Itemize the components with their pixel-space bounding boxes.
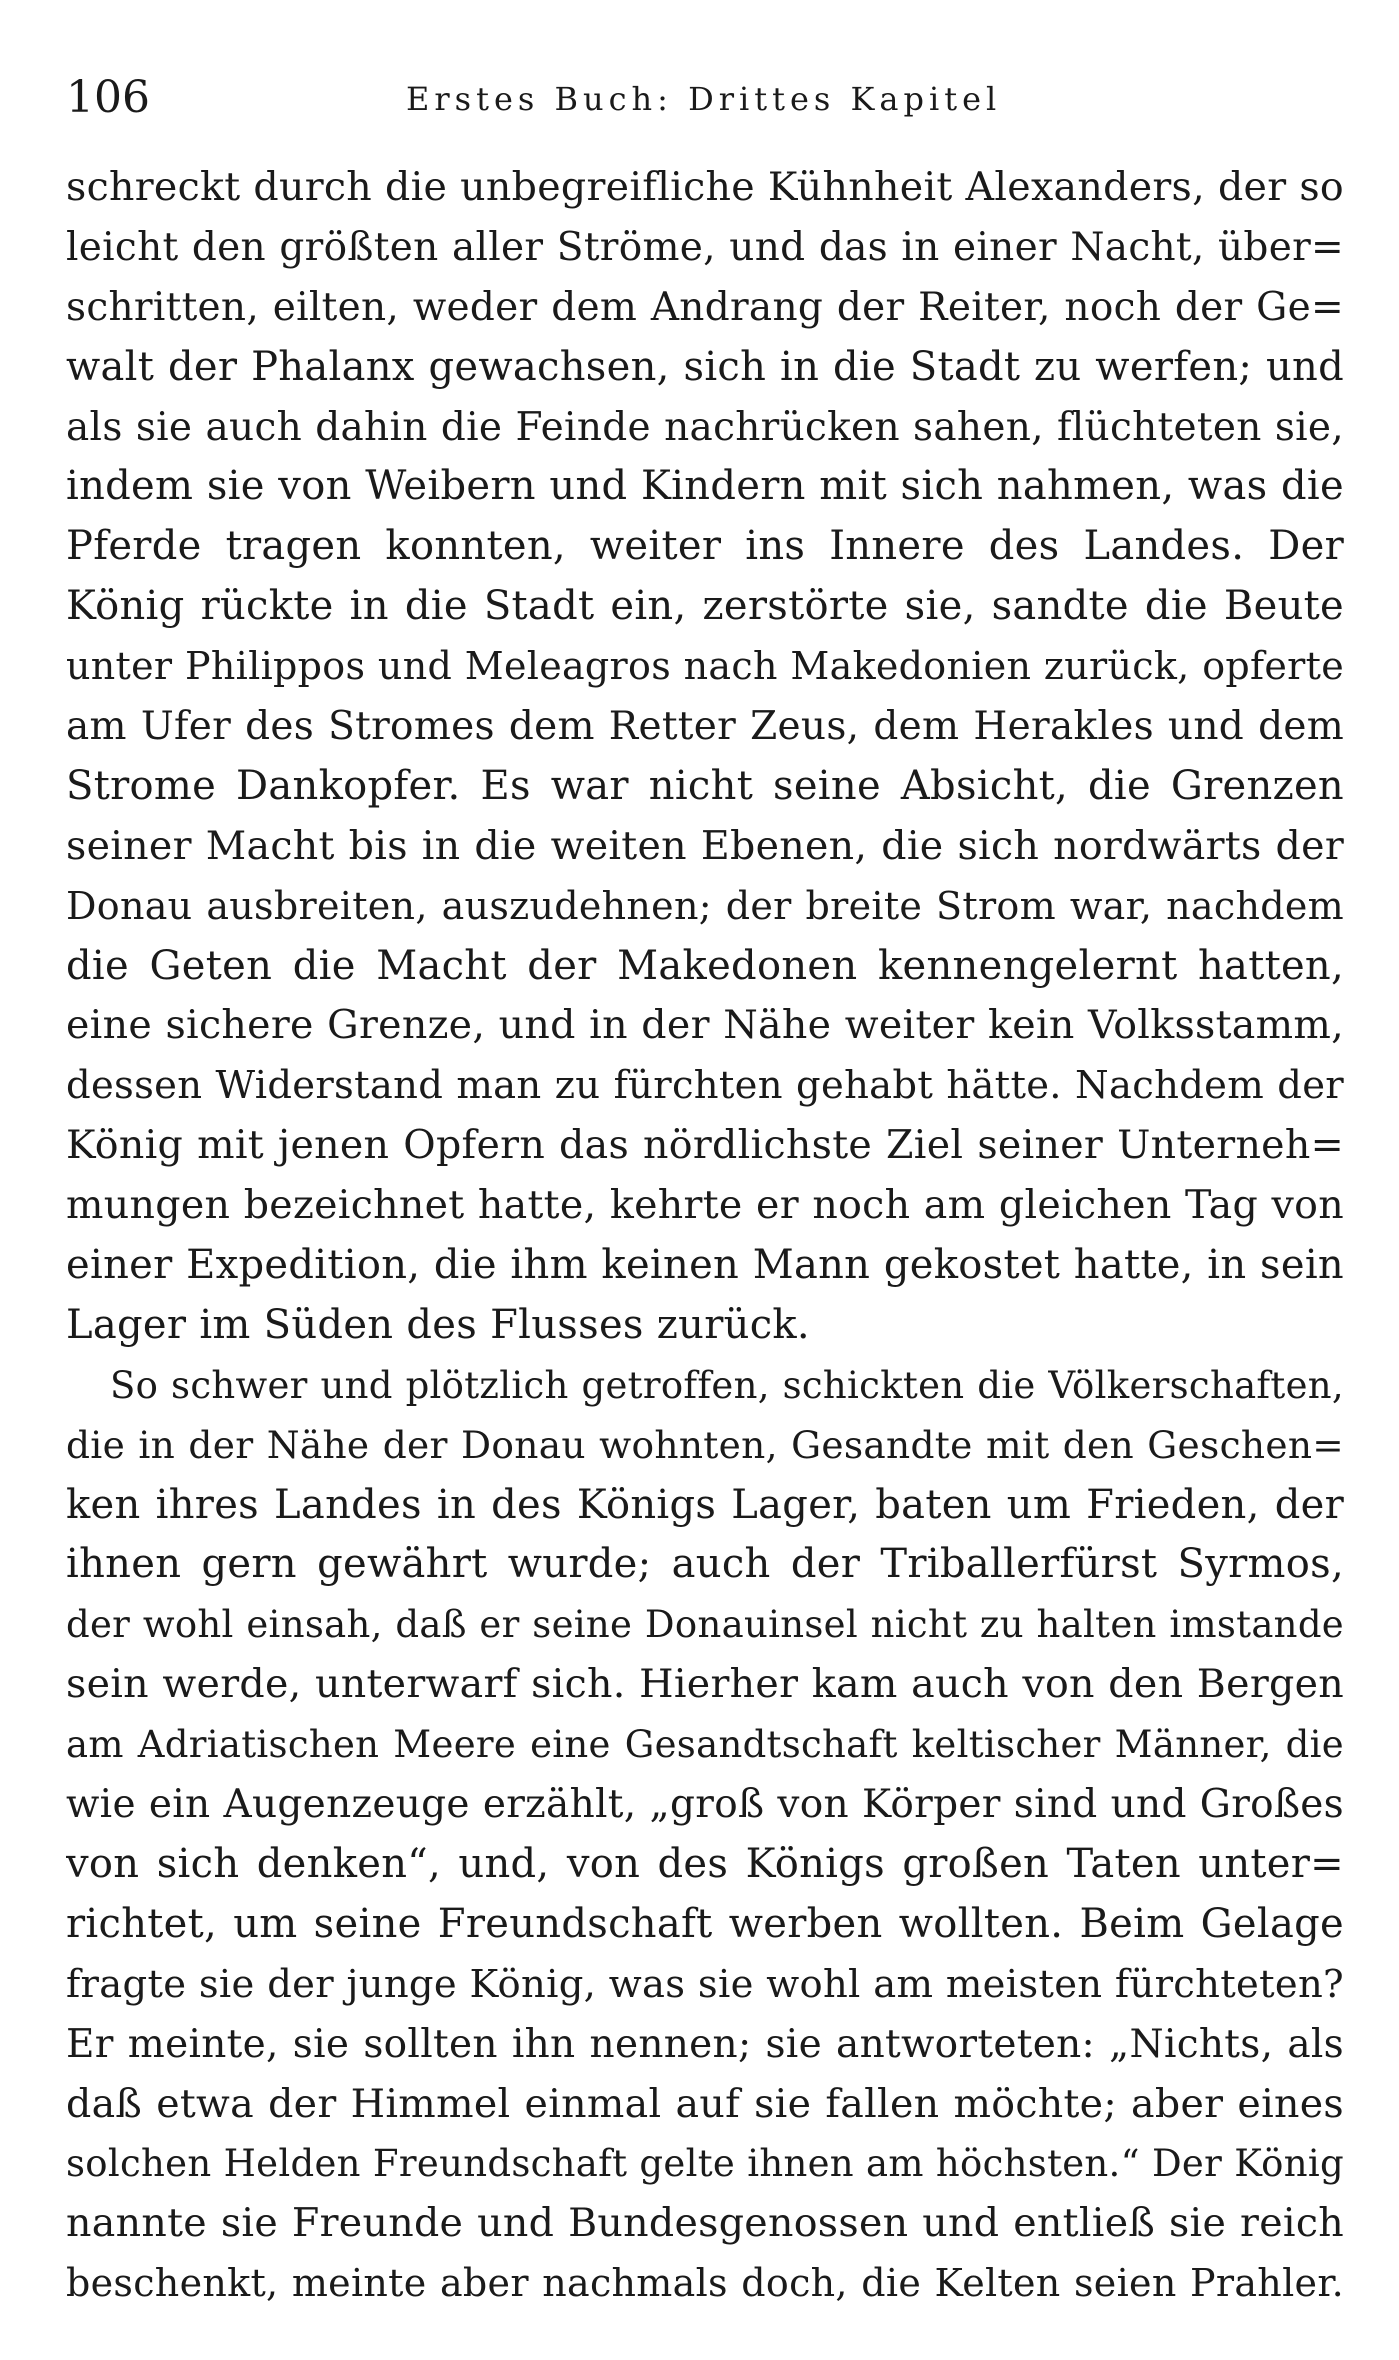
- text-line: schreckt durch die unbegreifliche Kühnheit Alexanders, der so: [66, 164, 1344, 210]
- text-line: nannte sie Freunde und Bundesgenossen und entließ sie reich: [66, 2200, 1344, 2247]
- text-line: dessen Widerstand man zu fürchten gehabt hätte. Nachdem der: [66, 1063, 1344, 1109]
- text-line: walt der Phalanx gewachsen, sich in die Stadt zu werfen; und: [66, 343, 1344, 390]
- text-line: daß etwa der Himmel einmal auf sie fallen möchte; aber eines: [66, 2080, 1344, 2127]
- body-text: [66, 158, 1344, 2314]
- text-line: ihnen gern gewährt wurde; auch der Triballerfürst Syrmos,: [66, 1541, 1344, 1588]
- text-line: indem sie von Weibern und Kindern mit sich nahmen, was die: [66, 463, 1344, 510]
- text-line: einer Expedition, die ihm keinen Mann gekostet hatte, in sein: [66, 1242, 1344, 1289]
- text-line: am Adriatischen Meere eine Gesandtschaft keltischer Männer, die: [66, 1723, 1344, 1767]
- text-line: eine sichere Grenze, und in der Nähe weiter kein Volksstamm,: [66, 1002, 1344, 1049]
- text-line: schritten, eilten, weder dem Andrang der Reiter, noch der Ge=: [66, 284, 1344, 330]
- text-line: König mit jenen Opfern das nördlichste Ziel seiner Unterneh=: [66, 1122, 1344, 1169]
- text-line: Strome Dankopfer. Es war nicht seine Absicht, die Grenzen: [66, 762, 1344, 809]
- text-line: leicht den größten aller Ströme, und das in einer Nacht, über=: [66, 224, 1344, 270]
- text-line: ken ihres Landes in des Königs Lager, baten um Frieden, der: [66, 1481, 1344, 1528]
- text-line: unter Philippos und Meleagros nach Makedonien zurück, opferte: [66, 644, 1344, 689]
- text-line: wie ein Augenzeuge erzählt, „groß von Körper sind und Großes: [66, 1782, 1344, 1828]
- text-line: seiner Macht bis in die weiten Ebenen, die sich nordwärts der: [66, 822, 1344, 869]
- text-line: mungen bezeichnet hatte, kehrte er noch am gleichen Tag von: [66, 1182, 1344, 1229]
- text-line: richtet, um seine Freundschaft werben wollten. Beim Gelage: [66, 1900, 1344, 1947]
- text-line: fragte sie der junge König, was sie wohl am meisten fürchteten?: [66, 1961, 1344, 2007]
- text-line: Lager im Süden des Flusses zurück.: [66, 1301, 810, 1348]
- text-line: Donau ausbreiten, auszudehnen; der breite Strom war, nachdem: [66, 883, 1344, 928]
- text-line: So schwer und plötzlich getroffen, schickten die Völkerschaften,: [110, 1363, 1344, 1407]
- text-line: die Geten die Macht der Makedonen kennengelernt hatten,: [66, 942, 1344, 989]
- text-line: die in der Nähe der Donau wohnten, Gesandte mit den Geschen=: [66, 1422, 1344, 1467]
- page-number: 106: [66, 72, 150, 123]
- text-line: am Ufer des Stromes dem Retter Zeus, dem Herakles und dem: [66, 704, 1344, 750]
- text-line: sein werde, unterwarf sich. Hierher kam auch von den Bergen: [66, 1661, 1344, 1708]
- chapter-title: Erstes Buch: Drittes Kapitel: [406, 80, 1002, 118]
- text-line: beschenkt, meinte aber nachmals doch, die Kelten seien Prahler.: [66, 2261, 1344, 2306]
- text-line: von sich denken“, und, von des Königs großen Taten unter=: [66, 1840, 1344, 1887]
- text-line: der wohl einsah, daß er seine Donauinsel nicht zu halten imstande: [66, 1603, 1344, 1647]
- text-line: König rückte in die Stadt ein, zerstörte sie, sandte die Beute: [66, 583, 1344, 630]
- text-line: als sie auch dahin die Feinde nachrücken sahen, flüchteten sie,: [66, 404, 1344, 450]
- running-head: [66, 62, 1346, 132]
- text-line: Pferde tragen konnten, weiter ins Innere des Landes. Der: [66, 523, 1344, 570]
- text-line: solchen Helden Freundschaft gelte ihnen am höchsten.“ Der König: [66, 2142, 1344, 2186]
- text-line: Er meinte, sie sollten ihn nennen; sie antworteten: „Nichts, als: [66, 2021, 1344, 2067]
